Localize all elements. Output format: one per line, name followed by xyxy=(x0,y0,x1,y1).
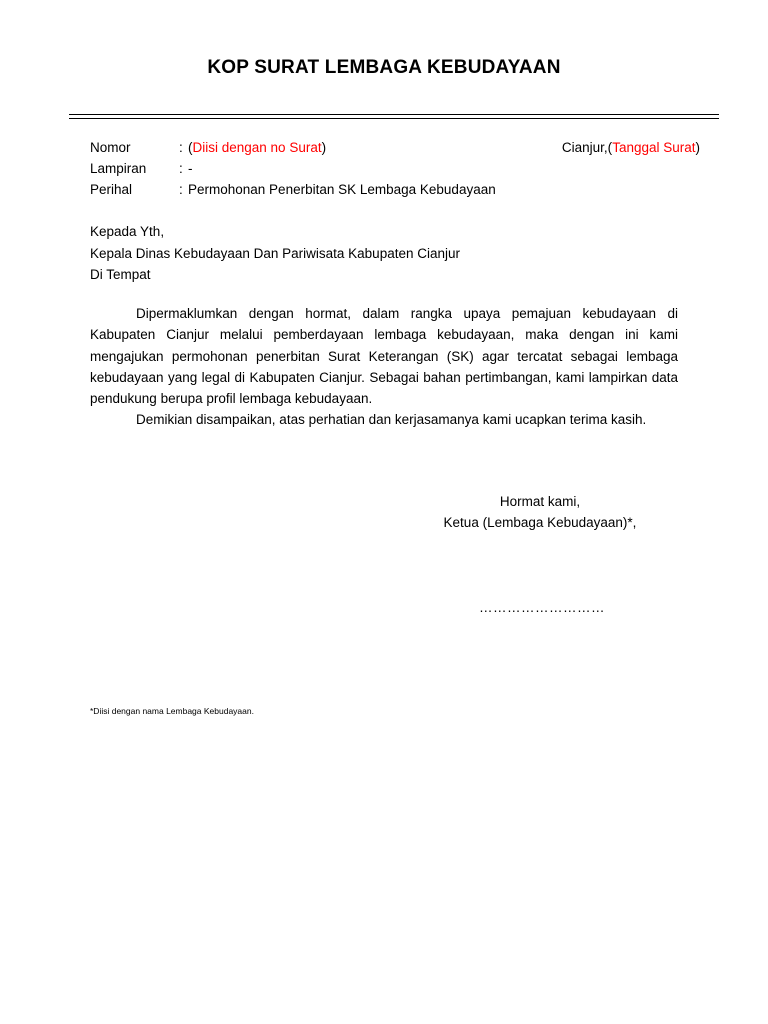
body-paragraph-2: Demikian disampaikan, atas perhatian dan kerjasamanya kami ucapkan terima kasih. xyxy=(136,412,647,428)
letter-date xyxy=(562,137,700,158)
address-location: Di Tempat xyxy=(90,267,151,282)
address-recipient: Kepala Dinas Kebudayaan Dan Pariwisata Kabupaten Cianjur xyxy=(90,245,460,261)
perihal-label: Perihal xyxy=(90,182,133,197)
lampiran-label: Lampiran xyxy=(90,161,147,176)
nomor-placeholder: Diisi dengan no Surat xyxy=(192,140,322,155)
body-paragraph-1: Dipermaklumkan dengan hormat, dalam rangka upaya pemajuan kebudayaan di Kabupaten Cianjur melalui pemberdayaan lembaga kebudayaan, maka dengan ini kami mengajukan permohonan penerbitan Surat Keterangan (SK) agar tercatat sebagai lembaga kebudayaan yang legal di Kabupaten Cianjur. Sebagai bahan pertimbangan, kami lampirkan data pendukung berupa profil lembaga kebudayaan. xyxy=(90,306,678,407)
letterhead-rule-bottom xyxy=(69,118,719,119)
perihal-separator: : xyxy=(179,182,183,197)
lampiran-separator: : xyxy=(179,161,183,176)
perihal-value: Permohonan Penerbitan SK Lembaga Kebudayaan xyxy=(188,182,496,197)
meta-row-nomor xyxy=(90,137,700,158)
signature-name-line: ……………………… xyxy=(479,600,605,615)
address-salutation: Kepada Yth, xyxy=(90,224,165,239)
nomor-value xyxy=(188,137,326,158)
nomor-open-paren: ( xyxy=(188,140,193,155)
nomor-close-paren: ) xyxy=(321,140,327,155)
letterhead-title: KOP SURAT LEMBAGA KEBUDAYAAN xyxy=(207,57,561,78)
recipient-address xyxy=(90,221,460,286)
lampiran-value: - xyxy=(188,161,193,176)
letter-meta xyxy=(90,137,700,200)
meta-row-perihal xyxy=(90,179,700,200)
nomor-label: Nomor xyxy=(90,140,131,155)
signature-closing: Hormat kami, xyxy=(499,494,581,509)
letter-body xyxy=(90,303,678,431)
date-prefix: Cianjur,( xyxy=(561,140,613,155)
footnote: *Diisi dengan nama Lembaga Kebudayaan. xyxy=(90,706,254,716)
meta-row-lampiran xyxy=(90,158,700,179)
nomor-separator: : xyxy=(179,140,183,155)
date-placeholder: Tanggal Surat xyxy=(612,140,696,155)
letterhead-rule-top xyxy=(69,114,719,115)
date-suffix: ) xyxy=(695,140,700,155)
signature-role: Ketua (Lembaga Kebudayaan)*, xyxy=(443,515,637,530)
